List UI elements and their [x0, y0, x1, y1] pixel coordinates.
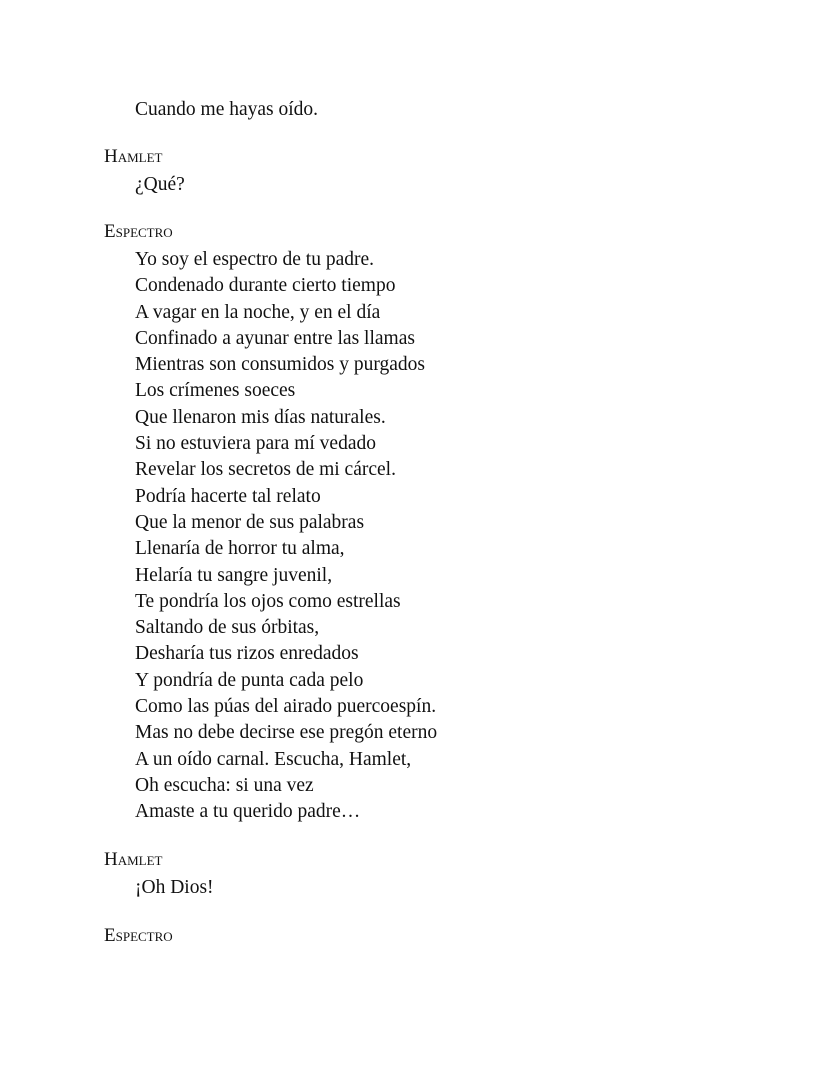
verse-line: Revelar los secretos de mi cárcel.	[135, 459, 396, 481]
speech-verse-hamlet	[135, 875, 214, 901]
speaker-name-espectro: Espectro	[104, 925, 173, 946]
verse-line: Mas no debe decirse ese pregón eterno	[135, 722, 438, 744]
verse-line: Los crímenes soeces	[135, 380, 296, 402]
speaker-name-hamlet: Hamlet	[104, 146, 163, 167]
speech-verse-hamlet	[135, 172, 185, 198]
verse-line: Como las púas del airado puercoespín.	[135, 696, 437, 718]
verse-line: Saltando de sus órbitas,	[135, 617, 320, 639]
speaker-name-hamlet: Hamlet	[104, 849, 163, 870]
verse-line: A un oído carnal. Escucha, Hamlet,	[135, 748, 412, 770]
verse-line: Mientras son consumidos y purgados	[135, 354, 425, 376]
verse-line: Podría hacerte tal relato	[135, 485, 321, 507]
verse-line: ¡Oh Dios!	[135, 877, 214, 898]
verse-line: Helaría tu sangre juvenil,	[135, 564, 333, 586]
verse-line: Yo soy el espectro de tu padre.	[135, 249, 375, 270]
continuation-verse	[135, 97, 318, 123]
verse-line: A vagar en la noche, y en el día	[135, 301, 381, 323]
verse-line: Y pondría de punta cada pelo	[135, 669, 364, 691]
verse-line: Si no estuviera para mí vedado	[135, 433, 376, 455]
verse-line: Confinado a ayunar entre las llamas	[135, 327, 415, 349]
verse-line: Que la menor de sus palabras	[135, 511, 365, 533]
verse-line: Condenado durante cierto tiempo	[135, 275, 396, 297]
verse-line: Amaste a tu querido padre…	[135, 801, 361, 823]
verse-line: ¿Qué?	[135, 174, 185, 195]
verse-line: Oh escucha: si una vez	[135, 774, 314, 796]
speech-verse-espectro	[135, 247, 437, 826]
verse-line: Desharía tus rizos enredados	[135, 643, 359, 665]
speaker-name-espectro: Espectro	[104, 221, 173, 242]
verse-line: Llenaría de horror tu alma,	[135, 538, 345, 560]
verse-line: Cuando me hayas oído.	[135, 99, 319, 120]
verse-line: Te pondría los ojos como estrellas	[135, 590, 401, 612]
verse-line: Que llenaron mis días naturales.	[135, 406, 386, 428]
